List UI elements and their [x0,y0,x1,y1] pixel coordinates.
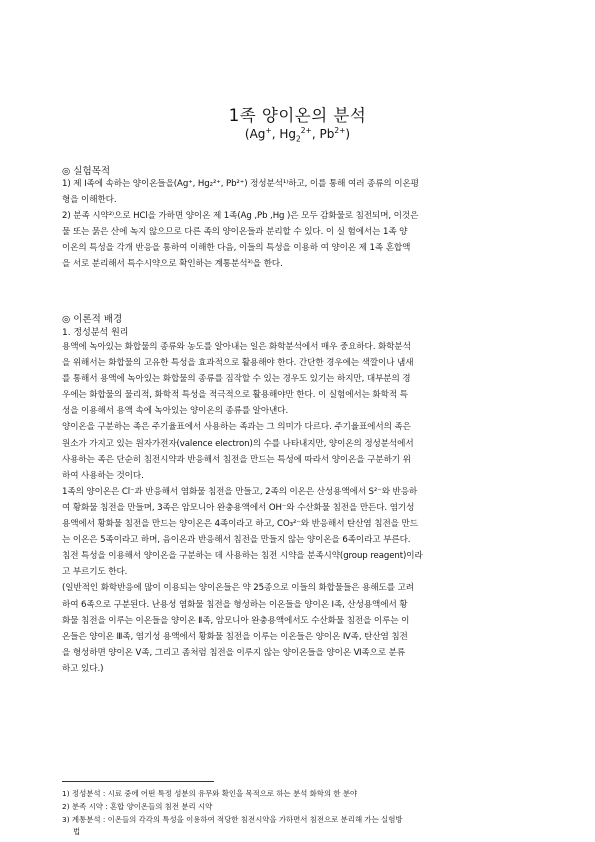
paragraph-line: 하고 있다.) [62,663,104,674]
paragraph-line: 양이온을 구분하는 족은 주기율표에서 사용하는 족과는 그 의미가 다르다. 주기율표에서의 족은 [62,422,411,433]
section-purpose-body [62,176,540,273]
section-theory-body [62,339,540,677]
paragraph-line: 침전 특성을 이용해서 양이온을 구분하는 데 사용하는 침전 시약을 분족시약(group reagent)이라 [62,551,423,562]
paragraph-line: 용액에 녹아있는 화합물의 종류와 농도를 알아내는 일은 화학분석에서 매우 중요하다. 화학분석 [62,342,411,352]
paragraph-line: 을 형성하면 양이온 Ⅴ족, 그리고 좀처럼 침전을 이루지 않는 양이온들을 양이온 Ⅵ족으로 분류 [62,647,406,658]
subtitle-pb-charge: 2+ [334,126,346,135]
subtitle-ag-charge: + [265,126,272,135]
paragraph-line: 1족의 양이온은 Cl⁻과 반응해서 염화물 침전을 만들고, 2족의 이온은 산성용액에서 S²⁻와 반응하 [62,486,418,497]
section-theory-heading: ◎ 이론적 배경 [62,314,123,325]
paragraph-line: 는 이온은 5족이라고 하며, 음이온과 반응해서 침전을 만들지 않는 양이온을 6족이라고 부른다. [62,535,411,546]
paragraph-line: 를 통해서 용액에 녹아있는 화합물의 종류를 짐작할 수 있는 경우도 있기는 하지만, 대부분의 경 [62,374,411,385]
paragraph-line: 화물 침전을 이루는 이온들을 양이온 Ⅱ족, 암모니아 완충용액에서도 수산화물 침전을 이루는 이 [62,615,410,626]
subtitle-close: ) [345,127,351,141]
paragraph-line: 을 위해서는 화합물의 고유한 특성을 효과적으로 활용해야 한다. 간단한 경우에는 색깔이나 냄새 [62,358,414,369]
paragraph-line: 원소가 가지고 있는 원자가전자(valence electron)의 수를 나타내지만, 양이온의 정성분석에서 [62,438,414,449]
footnote-3: 3) 계통분석 : 이온들의 각각의 특성을 이용하여 적당한 침전시약을 가하면서 침전으로 분리해 가는 실험방 [62,815,403,824]
footnote-3-continuation: 법 [73,827,81,836]
paragraph-line: 용액에서 황화물 침전을 만드는 양이온은 4족이라고 하고, CO₃²⁻와 반응해서 탄산염 침전을 만드 [62,519,418,530]
paragraph-line: 을 서로 분리해서 특수시약으로 확인하는 계통분석³⁾을 한다. [62,259,283,270]
paragraph-line: 온들은 양이온 Ⅲ족, 염기성 용액에서 황화물 침전을 이루는 이온들은 양이온 Ⅳ족, 탄산염 침전 [62,631,408,642]
paragraph-line: 하여 6족으로 구분된다. 난용성 염화물 침전을 형성하는 이온들을 양이온 Ⅰ족, 산성용액에서 황 [62,599,408,610]
subtitle-hg: , Hg [271,127,296,141]
subtitle-open: (Ag [244,127,266,141]
subtitle-hg-charge: 2+ [300,126,312,135]
footnote-divider [62,781,214,782]
document-title: 1족 양이온의 분석 [228,106,367,125]
paragraph-line: 1) 제 Ⅰ족에 속하는 양이온들을(Ag⁺, Hg₂²⁺, Pb²⁺) 정성분석¹⁾하고, 이를 통해 여러 종류의 이온평 [62,179,419,189]
paragraph-line: 형을 이해한다. [62,195,117,206]
paragraph-line: 하여 사용하는 것이다. [62,470,144,481]
paragraph-line: 여 황화물 침전을 만들며, 3족은 암모니아 완충용액에서 OH⁻와 수산화물 침전을 만든다. 염기성 [62,502,415,513]
paragraph-line: 이온의 특성을 각개 반응을 통하여 이해한 다음, 이들의 특성을 이용하 여 양이온 제 1족 혼합액 [62,243,411,254]
footnote-2: 2) 분족 시약 : 혼합 양이온들의 침전 분리 시약 [62,802,213,811]
subtitle-hg-subscript: 2 [296,134,301,144]
subtitle-pb: , Pb [311,127,335,141]
section-purpose-heading: ◎ 실험목적 [62,166,111,177]
section-theory-subheading: 1. 정성분석 원리 [62,328,129,338]
footnote-1: 1) 정성분석 : 시료 중에 어떤 특정 성분의 유무와 확인을 목적으로 하는 분석 화학의 한 분야 [62,789,358,798]
paragraph-line: 물 또는 묽은 산에 녹지 않으므로 다른 족의 양이온들과 분리할 수 있다. 이 실 험에서는 1족 양 [62,227,408,238]
paragraph-line: (일반적인 화학반응에 많이 이용되는 양이온들은 약 25종으로 이들의 화합물들은 용해도를 고려 [62,583,414,594]
paragraph-line: 사용하는 족은 단순히 침전시약과 반응해서 침전을 만드는 특성에 따라서 양이온을 구분하기 위 [62,454,411,465]
paragraph-line: 우에는 화합물의 물리적, 화학적 특성을 적극적으로 활용해야만 한다. 이 실험에서는 화학적 특 [62,390,408,401]
paragraph-line: 2) 분족 시약²⁾으로 HCl을 가하면 양이온 제 1족(Ag ,Pb ,Hg )은 모두 감화물로 침전되며, 이것은 [62,211,419,222]
document-subtitle [0,126,595,143]
paragraph-line: 고 부르기도 한다. [62,567,128,578]
paragraph-line: 성을 이용해서 용액 속에 녹아있는 양이온의 종류를 알아낸다. [62,406,289,417]
